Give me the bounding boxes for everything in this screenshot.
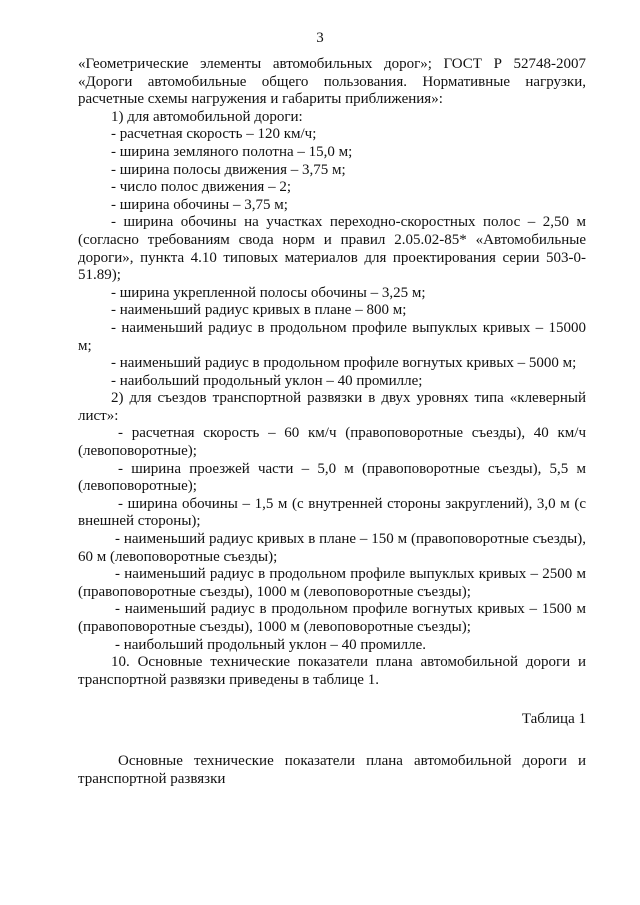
ramp-item: - ширина проезжей части – 5,0 м (правоповоротные съезды), 5,5 м (левоповоротные); <box>78 460 586 495</box>
road-item: - наибольший продольный уклон – 40 промилле; <box>111 372 423 389</box>
road-item: - ширина укрепленной полосы обочины – 3,25 м; <box>111 284 426 301</box>
road-item: - наименьший радиус в продольном профиле вогнутых кривых – 5000 м; <box>111 355 577 372</box>
ramp-item: - наибольший продольный уклон – 40 промилле. <box>115 636 427 653</box>
road-heading: 1) для автомобильной дороги: <box>111 108 303 125</box>
ramp-item: - ширина обочины – 1,5 м (с внутренней стороны закруглений), 3,0 м (с внешней стороны); <box>78 495 586 530</box>
page-number: 3 <box>316 30 324 46</box>
document-body <box>78 56 586 788</box>
road-item: - ширина земляного полотна – 15,0 м; <box>111 143 353 160</box>
road-item: - ширина обочины на участках переходно-скоростных полос – 2,50 м (согласно требованиям свода норм и правил 2.05.02-85* «Автомобильные дороги», пункта 4.10 типовых материалов для проектирования серии 503-0-51.89); <box>78 214 586 284</box>
section-10-paragraph: 10. Основные технические показатели плана автомобильной дороги и транспортной развязки приведены в таблице 1. <box>78 654 586 688</box>
ramp-item: - наименьший радиус в продольном профиле вогнутых кривых – 1500 м (правоповоротные съезды), 1000 м (левоповоротные съезды); <box>78 601 586 635</box>
road-item: - наименьший радиус в продольном профиле выпуклых кривых – 15000 м; <box>78 319 586 354</box>
road-item: - наименьший радиус кривых в плане – 800 м; <box>111 302 407 319</box>
road-item: - ширина обочины – 3,75 м; <box>111 196 288 213</box>
road-item: - ширина полосы движения – 3,75 м; <box>111 161 346 178</box>
ramp-item: - наименьший радиус кривых в плане – 150 м (правоповоротные съезды), 60 м (левоповоротные съезды); <box>78 531 586 565</box>
road-item: - расчетная скорость – 120 км/ч; <box>111 126 317 143</box>
table-caption: Основные технические показатели плана автомобильной дороги и транспортной развязки <box>78 752 586 787</box>
table-label: Таблица 1 <box>521 711 586 728</box>
ramps-heading: 2) для съездов транспортной развязки в двух уровнях типа «клеверный лист»: <box>78 390 586 424</box>
ramp-item: - расчетная скорость – 60 км/ч (правоповоротные съезды), 40 км/ч (левоповоротные); <box>78 425 586 460</box>
intro-paragraph: «Геометрические элементы автомобильных дорог»; ГОСТ Р 52748-2007 «Дороги автомобильные общего пользования. Нормативные нагрузки, расчетные схемы нагружения и габариты приближения»: <box>78 56 586 108</box>
road-item: - число полос движения – 2; <box>111 179 291 196</box>
ramp-item: - наименьший радиус в продольном профиле выпуклых кривых – 2500 м (правоповоротные съезды), 1000 м (левоповоротные съезды); <box>78 566 586 600</box>
